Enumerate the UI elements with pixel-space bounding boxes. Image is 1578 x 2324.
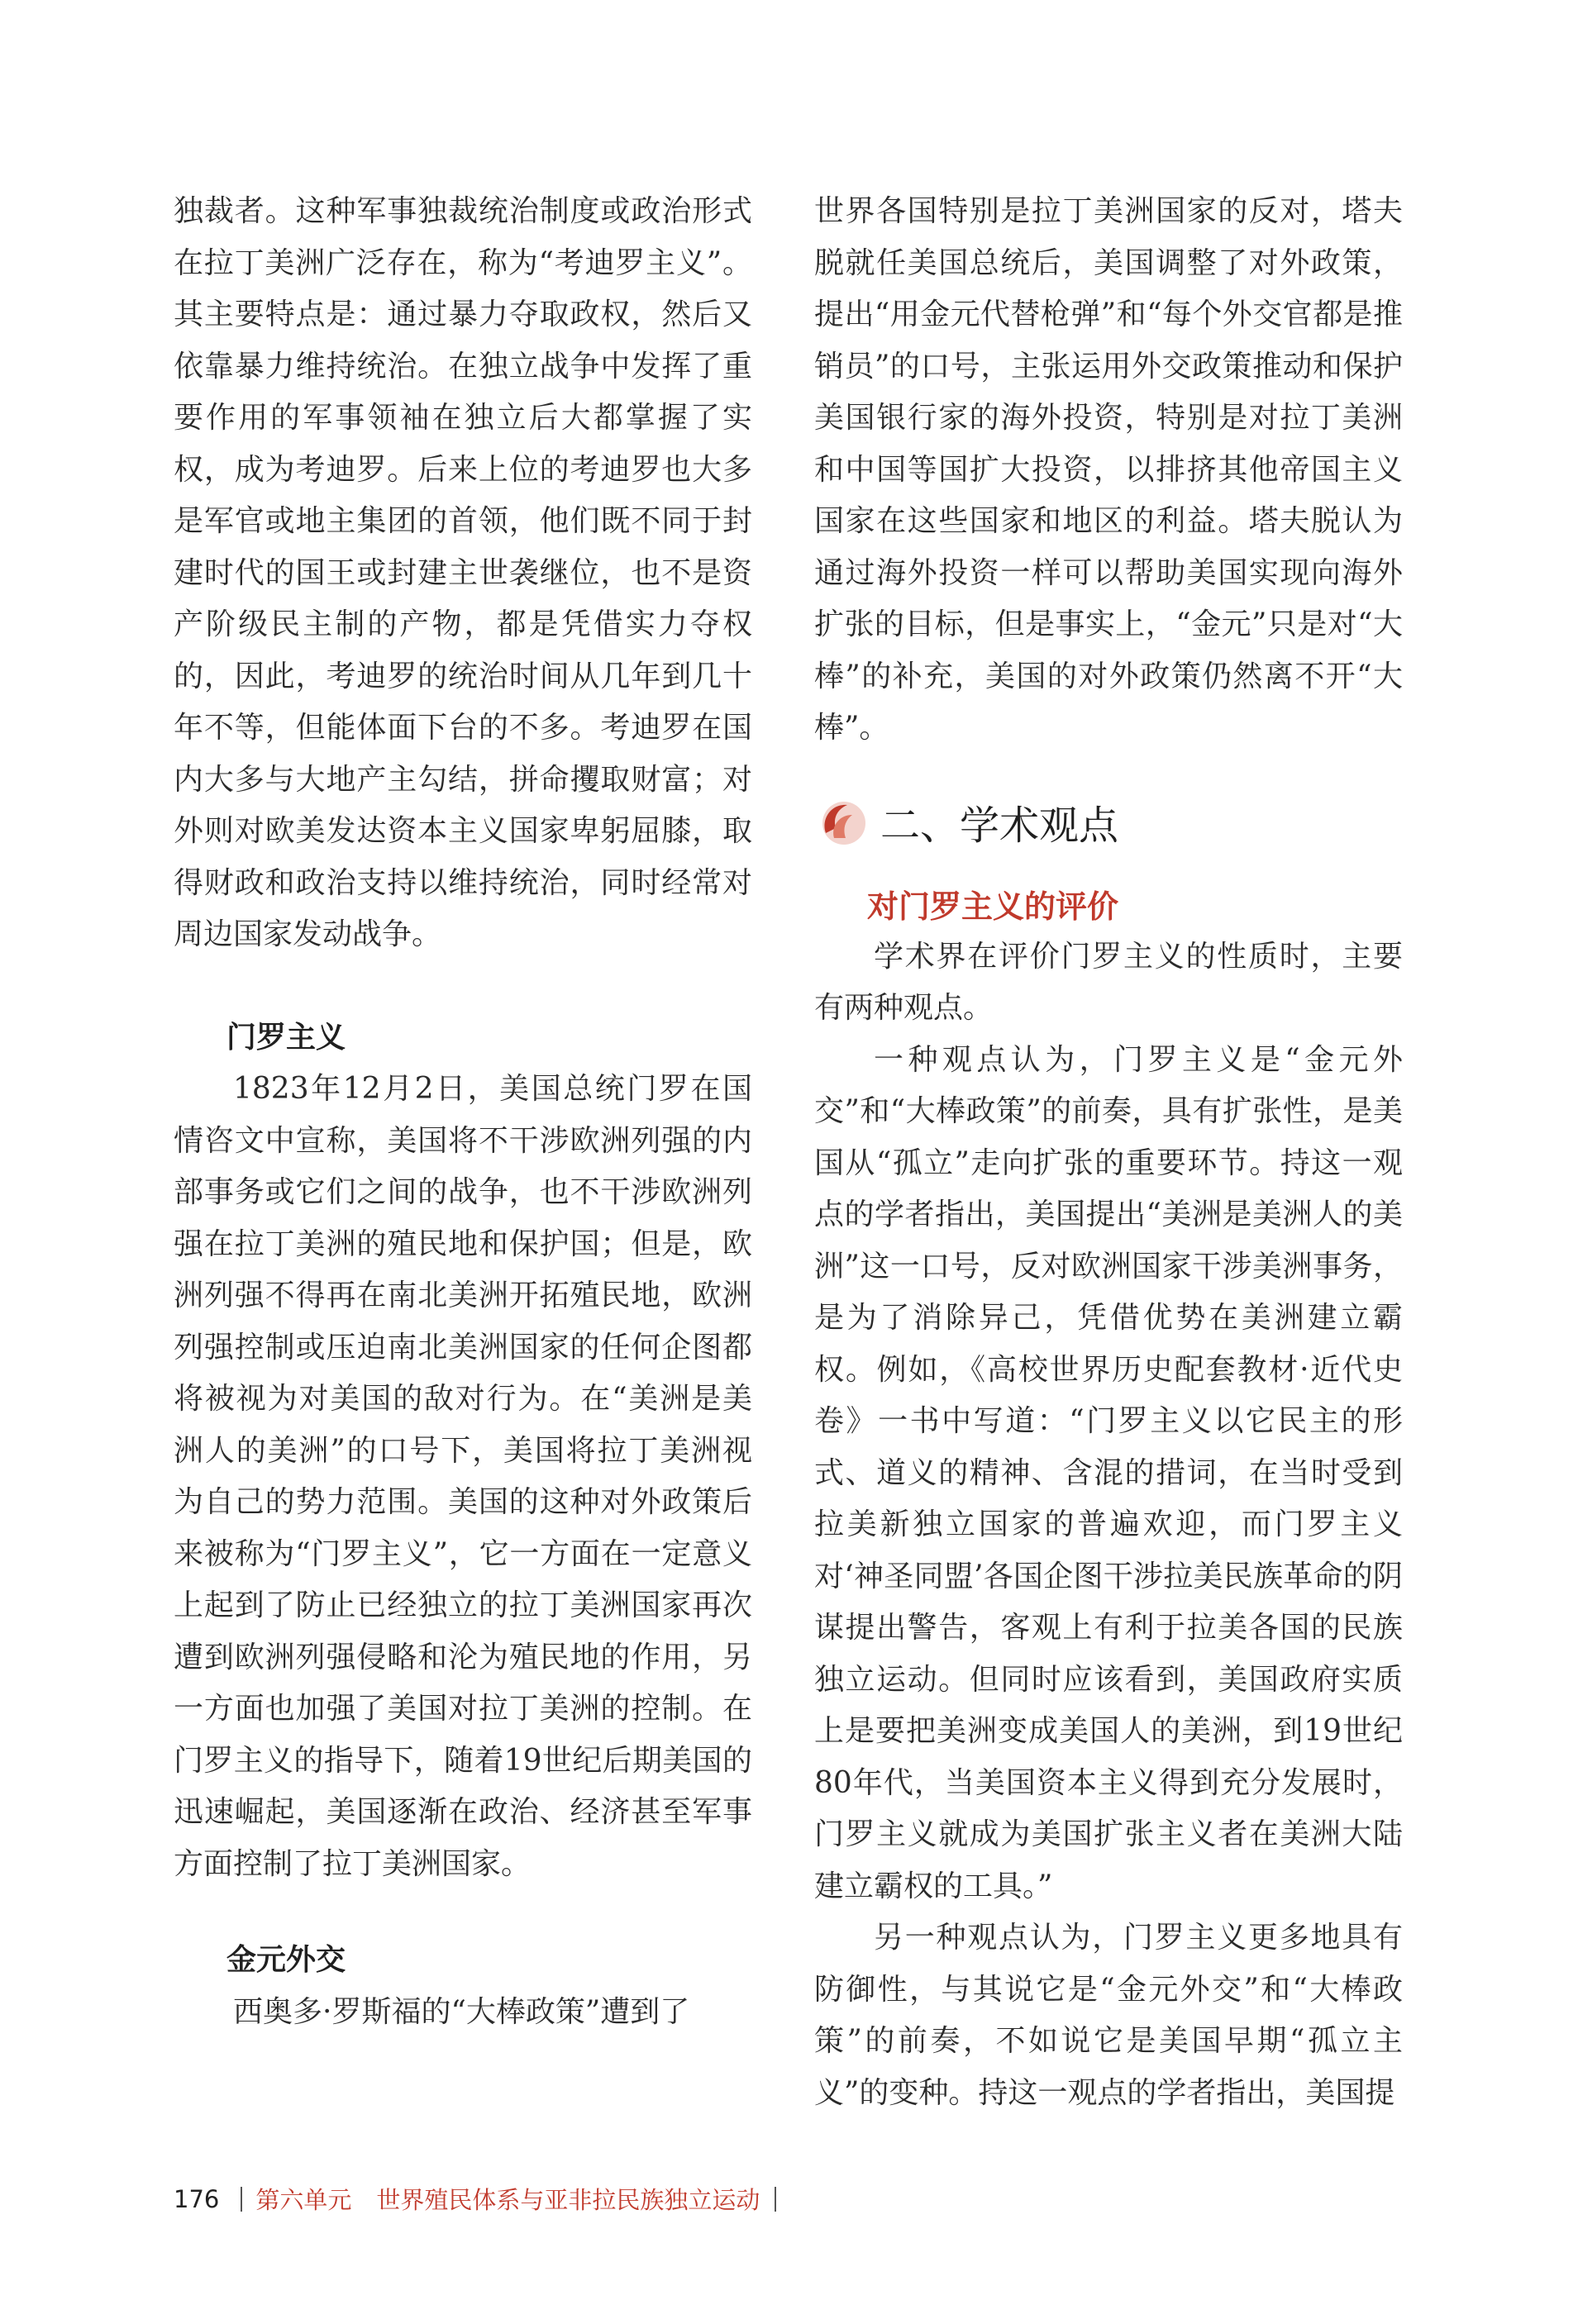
paragraph-intro: 学术界在评价门罗主义的性质时，主要有两种观点。 — [814, 939, 1403, 1025]
footer-unit: 第六单元 — [255, 2186, 352, 2214]
paragraph-view-two: 另一种观点认为，门罗主义更多地具有防御性，与其说它是“金元外交”和“大棒政策”的前奏，不如说它是美国早期“孤立主义”的变种。持这一观点的学者指出，美国提 — [814, 1921, 1403, 2110]
subsection-title: 对门罗主义的评价 — [867, 887, 1119, 925]
right-column — [814, 186, 1403, 2119]
heading-dollar-diplomacy: 金元外交 — [226, 1943, 346, 1977]
left-column — [174, 186, 752, 2038]
paragraph-monroe-doctrine: 1823年12月2日，美国总统门罗在国情咨文中宣称，美国将不干涉欧洲列强的内部事务或它们之间的战争，也不干涉欧洲列强在拉丁美洲的殖民地和保护国；但是，欧洲列强不得再在南北美洲开拓殖民地，欧洲列强控制或压迫南北美洲国家的任何企图都将被视为对美国的敌对行为。在“美洲是美洲人的美洲”的口号下，美国将拉丁美洲视为自己的势力范围。美国的这种对外政策后来被称为“门罗主义”，它一方面在一定意义上起到了防止已经独立的拉丁美洲国家再次遭到欧洲列强侵略和沦为殖民地的作用，另一方面也加强了美国对拉丁美洲的控制。在门罗主义的指导下，随着19世纪后期美国的迅速崛起，美国逐渐在政治、经济甚至军事方面控制了拉丁美洲国家。 — [174, 1072, 752, 1881]
paragraph-dollar-diplomacy-continued: 世界各国特别是拉丁美洲国家的反对，塔夫脱就任美国总统后，美国调整了对外政策，提出“用金元代替枪弹”和“每个外交官都是推销员”的口号，主张运用外交政策推动和保护美国银行家的海外投资，特别是对拉丁美洲和中国等国扩大投资，以排挤其他帝国主义国家在这些国家和地区的利益。塔夫脱认为通过海外投资一样可以帮助美国实现向海外扩张的目标，但是事实上，“金元”只是对“大棒”的补充，美国的对外政策仍然离不开“大棒”。 — [814, 194, 1403, 745]
footer-unit-title: 世界殖民体系与亚非拉民族独立运动 — [376, 2186, 760, 2214]
footer-divider-end — [775, 2187, 776, 2212]
footer-divider — [241, 2187, 242, 2212]
page-number: 176 — [174, 2184, 220, 2213]
paragraph-dollar-diplomacy: 西奥多·罗斯福的“大棒政策”遭到了 — [233, 1994, 690, 2029]
section-title: 二、学术观点 — [880, 802, 1119, 849]
paragraph-view-one: 一种观点认为，门罗主义是“金元外交”和“大棒政策”的前奏，具有扩张性，是美国从“孤立”走向扩张的重要环节。持这一观点的学者指出，美国提出“美洲是美洲人的美洲”这一口号，反对欧洲国家干涉美洲事务，是为了消除异己，凭借优势在美洲建立霸权。例如，《高校世界历史配套教材·近代史卷》一书中写道：“门罗主义以它民主的形式、道义的精神、含混的措词，在当时受到拉美新独立国家的普遍欢迎，而门罗主义对‘神圣同盟’各国企图干涉拉美民族革命的阴谋提出警告，客观上有利于拉美各国的民族独立运动。但同时应该看到，美国政府实质上是要把美洲变成美国人的美洲，到19世纪80年代，当美国资本主义得到充分发展时，门罗主义就成为美国扩张主义者在美洲大陆建立霸权的工具。” — [814, 1042, 1403, 1903]
section-header — [814, 788, 1403, 857]
heading-monroe-doctrine: 门罗主义 — [226, 1020, 346, 1055]
section-swirl-icon — [814, 795, 869, 850]
page-footer — [174, 2182, 776, 2216]
paragraph-caudillo: 独裁者。这种军事独裁统治制度或政治形式在拉丁美洲广泛存在，称为“考迪罗主义”。其主要特点是：通过暴力夺取政权，然后又依靠暴力维持统治。在独立战争中发挥了重要作用的军事领袖在独立后大都掌握了实权，成为考迪罗。后来上位的考迪罗也大多是军官或地主集团的首领，他们既不同于封建时代的国王或封建主世袭继位，也不是资产阶级民主制的产物，都是凭借实力夺权的，因此，考迪罗的统治时间从几年到几十年不等，但能体面下台的不多。考迪罗在国内大多与大地产主勾结，拼命攫取财富；对外则对欧美发达资本主义国家卑躬屈膝，取得财政和政治支持以维持统治，同时经常对周边国家发动战争。 — [174, 194, 752, 951]
